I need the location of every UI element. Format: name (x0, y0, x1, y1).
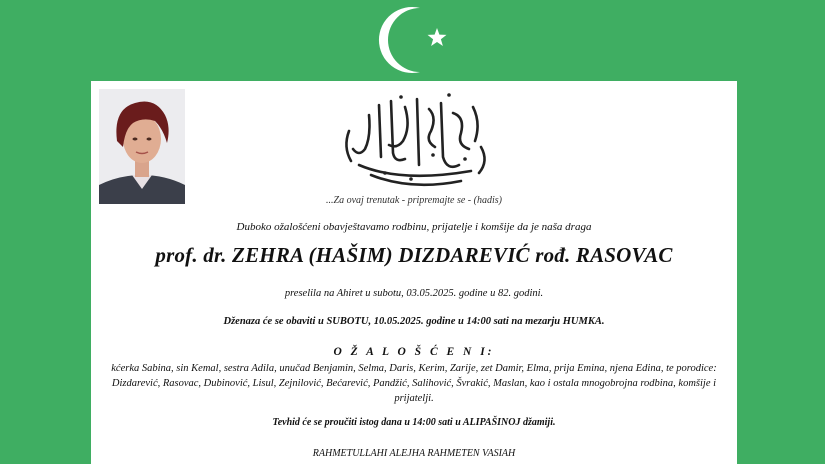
intro-text: Duboko ožalošćeni obavještavamo rodbinu, prijatelje i komšije da je naša draga (236, 221, 592, 233)
portrait-photo (99, 89, 185, 204)
arabic-calligraphy-icon (341, 87, 491, 195)
closing-prayer: RAHMETULLAHI ALEJHA RAHMETEN VASIAH (312, 448, 516, 459)
mourners-heading: O Ž A L O Š Ć E N I: (333, 346, 495, 358)
mourners-list: kćerka Sabina, sin Kemal, sestra Adila, unučad Benjamin, Selma, Daris, Kerim, Zarije, zet Damir, Elma, prija Emina, njena Edina, te porodice: Dizdarević, Rasovac, Dubinović, Lisul, Zejnilović, Bećarević, Pandžić, Salihović, Švrakić, Maslan, kao i ostala mnogobrojna rodbina, komšije i prijatelji. (111, 363, 717, 404)
obituary-notice (91, 81, 737, 464)
funeral-info: Dženaza će se obaviti u SUBOTU, 10.05.2025. godine u 14:00 sati na mezarju HUMKA. (223, 316, 605, 327)
hadis-quote: ...Za ovaj trenutak - pripremajte se - (hadis) (326, 195, 502, 206)
tevhid-info: Tevhid će se proučiti istog dana u 14:00 sati u ALIPAŠINOJ džamiji. (272, 417, 556, 428)
death-date-text: preselila na Ahiret u subotu, 03.05.2025. godine u 82. godini. (284, 288, 544, 299)
deceased-name: prof. dr. ZEHRA (HAŠIM) DIZDAREVIĆ rođ. RASOVAC (155, 243, 673, 267)
crescent-star-icon (376, 4, 456, 76)
